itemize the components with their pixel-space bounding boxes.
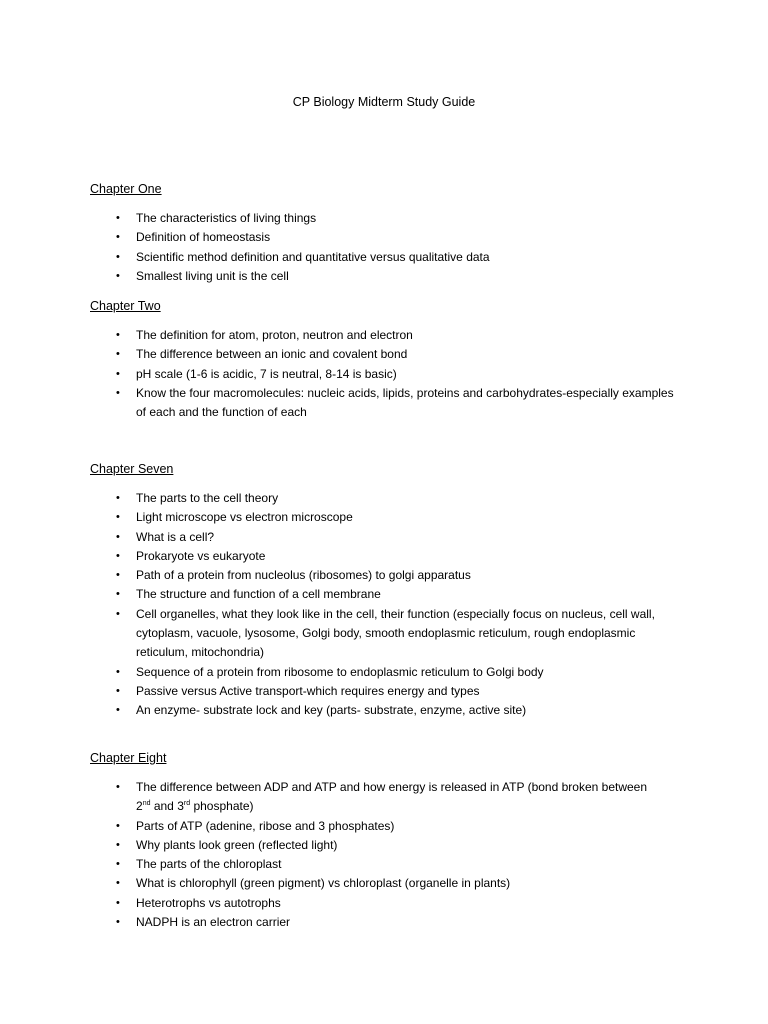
bullet-icon: • (116, 530, 120, 543)
list-item (90, 248, 681, 267)
list-item-text: pH scale (1-6 is acidic, 7 is neutral, 8-14 is basic) (136, 366, 397, 381)
chapter-heading: Chapter One (90, 182, 162, 196)
bullet-icon: • (116, 269, 120, 282)
list-item-text: Passive versus Active transport-which requires energy and types (136, 683, 480, 698)
chapter-eight-section (90, 749, 690, 932)
bullet-icon: • (116, 665, 120, 678)
bullet-icon: • (116, 329, 120, 341)
list-item-text: Definition of homeostasis (136, 230, 271, 245)
list-item-text: Heterotrophs vs autotrophs (136, 895, 281, 910)
chapter-item-list (90, 326, 690, 422)
list-item (90, 566, 681, 585)
bullet-icon: • (116, 569, 120, 582)
list-item-text: Parts of ATP (adenine, ribose and 3 phosphates) (136, 818, 395, 833)
bullet-icon: • (116, 250, 120, 263)
bullet-icon: • (116, 838, 120, 851)
bullet-icon: • (116, 896, 120, 909)
ordinal-number: 3 (177, 799, 184, 814)
list-item (90, 701, 681, 720)
list-item-text: Why plants look green (reflected light) (136, 837, 338, 852)
list-item (90, 836, 681, 855)
list-item-text: The parts to the cell theory (136, 491, 279, 505)
list-item-text: The difference between an ionic and covalent bond (136, 347, 408, 362)
chapter-item-list (90, 778, 690, 932)
bullet-icon: • (116, 386, 120, 399)
list-item (90, 682, 681, 701)
list-item (90, 547, 681, 566)
list-item (90, 663, 681, 682)
list-item-text: The parts of the chloroplast (136, 857, 282, 872)
chapter-two-section (90, 297, 690, 422)
ordinal-suffix: nd (142, 800, 151, 808)
list-item-text: Sequence of a protein from ribosome to endoplasmic reticulum to Golgi body (136, 664, 544, 679)
list-item (90, 605, 681, 663)
bullet-icon: • (116, 819, 120, 832)
list-item (90, 508, 681, 527)
list-item-text: Scientific method definition and quantitative versus qualitative data (136, 249, 490, 264)
page-title: CP Biology Midterm Study Guide (292, 95, 476, 109)
bullet-icon: • (116, 877, 120, 890)
list-item (90, 585, 681, 604)
list-item-text: The structure and function of a cell membrane (136, 587, 381, 602)
bullet-icon: • (116, 781, 120, 793)
list-item-text: The difference between ADP and ATP and how energy is released in ATP (bond broken between (136, 780, 648, 794)
list-item (90, 874, 681, 893)
ordinal-suffix: rd (183, 800, 191, 808)
chapter-heading: Chapter Two (90, 299, 161, 313)
ordinal-number: 2 (136, 799, 143, 814)
list-item-text: An enzyme- substrate lock and key (parts- substrate, enzyme, active site) (136, 703, 527, 718)
list-item (90, 228, 681, 247)
chapter-item-list (90, 209, 690, 286)
list-item-text-continued: phosphate) (190, 799, 254, 814)
list-item-text: Know the four macromolecules: nucleic acids, lipids, proteins and carbohydrates-especially examples of each and the function of each (136, 385, 674, 420)
list-item (90, 209, 681, 228)
list-item (90, 326, 681, 345)
bullet-icon: • (116, 588, 120, 601)
bullet-icon: • (116, 348, 120, 361)
list-item (90, 855, 681, 874)
list-item-text: Cell organelles, what they look like in the cell, their function (especially focus on nucleus, cell wall, cytoplasm, vacuole, lysosome, Golgi body, smooth endoplasmic reticulum, rough endoplasmic reticulum, mitochondria) (136, 606, 655, 660)
bullet-icon: • (116, 916, 120, 929)
list-item-text: What is a cell? (136, 529, 215, 544)
list-item-text: What is chlorophyll (green pigment) vs chloroplast (organelle in plants) (136, 876, 511, 891)
bullet-icon: • (116, 212, 120, 224)
list-item-text: The definition for atom, proton, neutron and electron (136, 328, 413, 342)
bullet-icon: • (116, 492, 120, 504)
list-item (90, 489, 681, 508)
list-item-text: Prokaryote vs eukaryote (136, 548, 266, 563)
chapter-one-section (90, 180, 690, 286)
list-item-text: Smallest living unit is the cell (136, 268, 289, 283)
bullet-icon: • (116, 607, 120, 620)
chapter-item-list (90, 489, 690, 721)
list-item-text: The characteristics of living things (136, 211, 317, 225)
bullet-icon: • (116, 684, 120, 697)
list-item (90, 817, 681, 836)
list-item (90, 778, 681, 817)
list-item (90, 913, 681, 932)
list-item-text: Light microscope vs electron microscope (136, 510, 353, 525)
bullet-icon: • (116, 549, 120, 562)
list-item-text: NADPH is an electron carrier (136, 915, 291, 930)
list-item (90, 267, 681, 286)
list-item (90, 384, 681, 423)
chapter-seven-section (90, 460, 690, 721)
bullet-icon: • (116, 367, 120, 380)
chapter-heading: Chapter Seven (90, 462, 174, 476)
conjunction-text: and (150, 799, 178, 814)
bullet-icon: • (116, 511, 120, 524)
chapter-heading: Chapter Eight (90, 751, 167, 765)
list-item-text: Path of a protein from nucleolus (ribosomes) to golgi apparatus (136, 568, 471, 583)
list-item (90, 345, 681, 364)
list-item (90, 894, 681, 913)
bullet-icon: • (116, 858, 120, 871)
list-item (90, 365, 681, 384)
list-item (90, 528, 681, 547)
bullet-icon: • (116, 704, 120, 717)
bullet-icon: • (116, 231, 120, 244)
